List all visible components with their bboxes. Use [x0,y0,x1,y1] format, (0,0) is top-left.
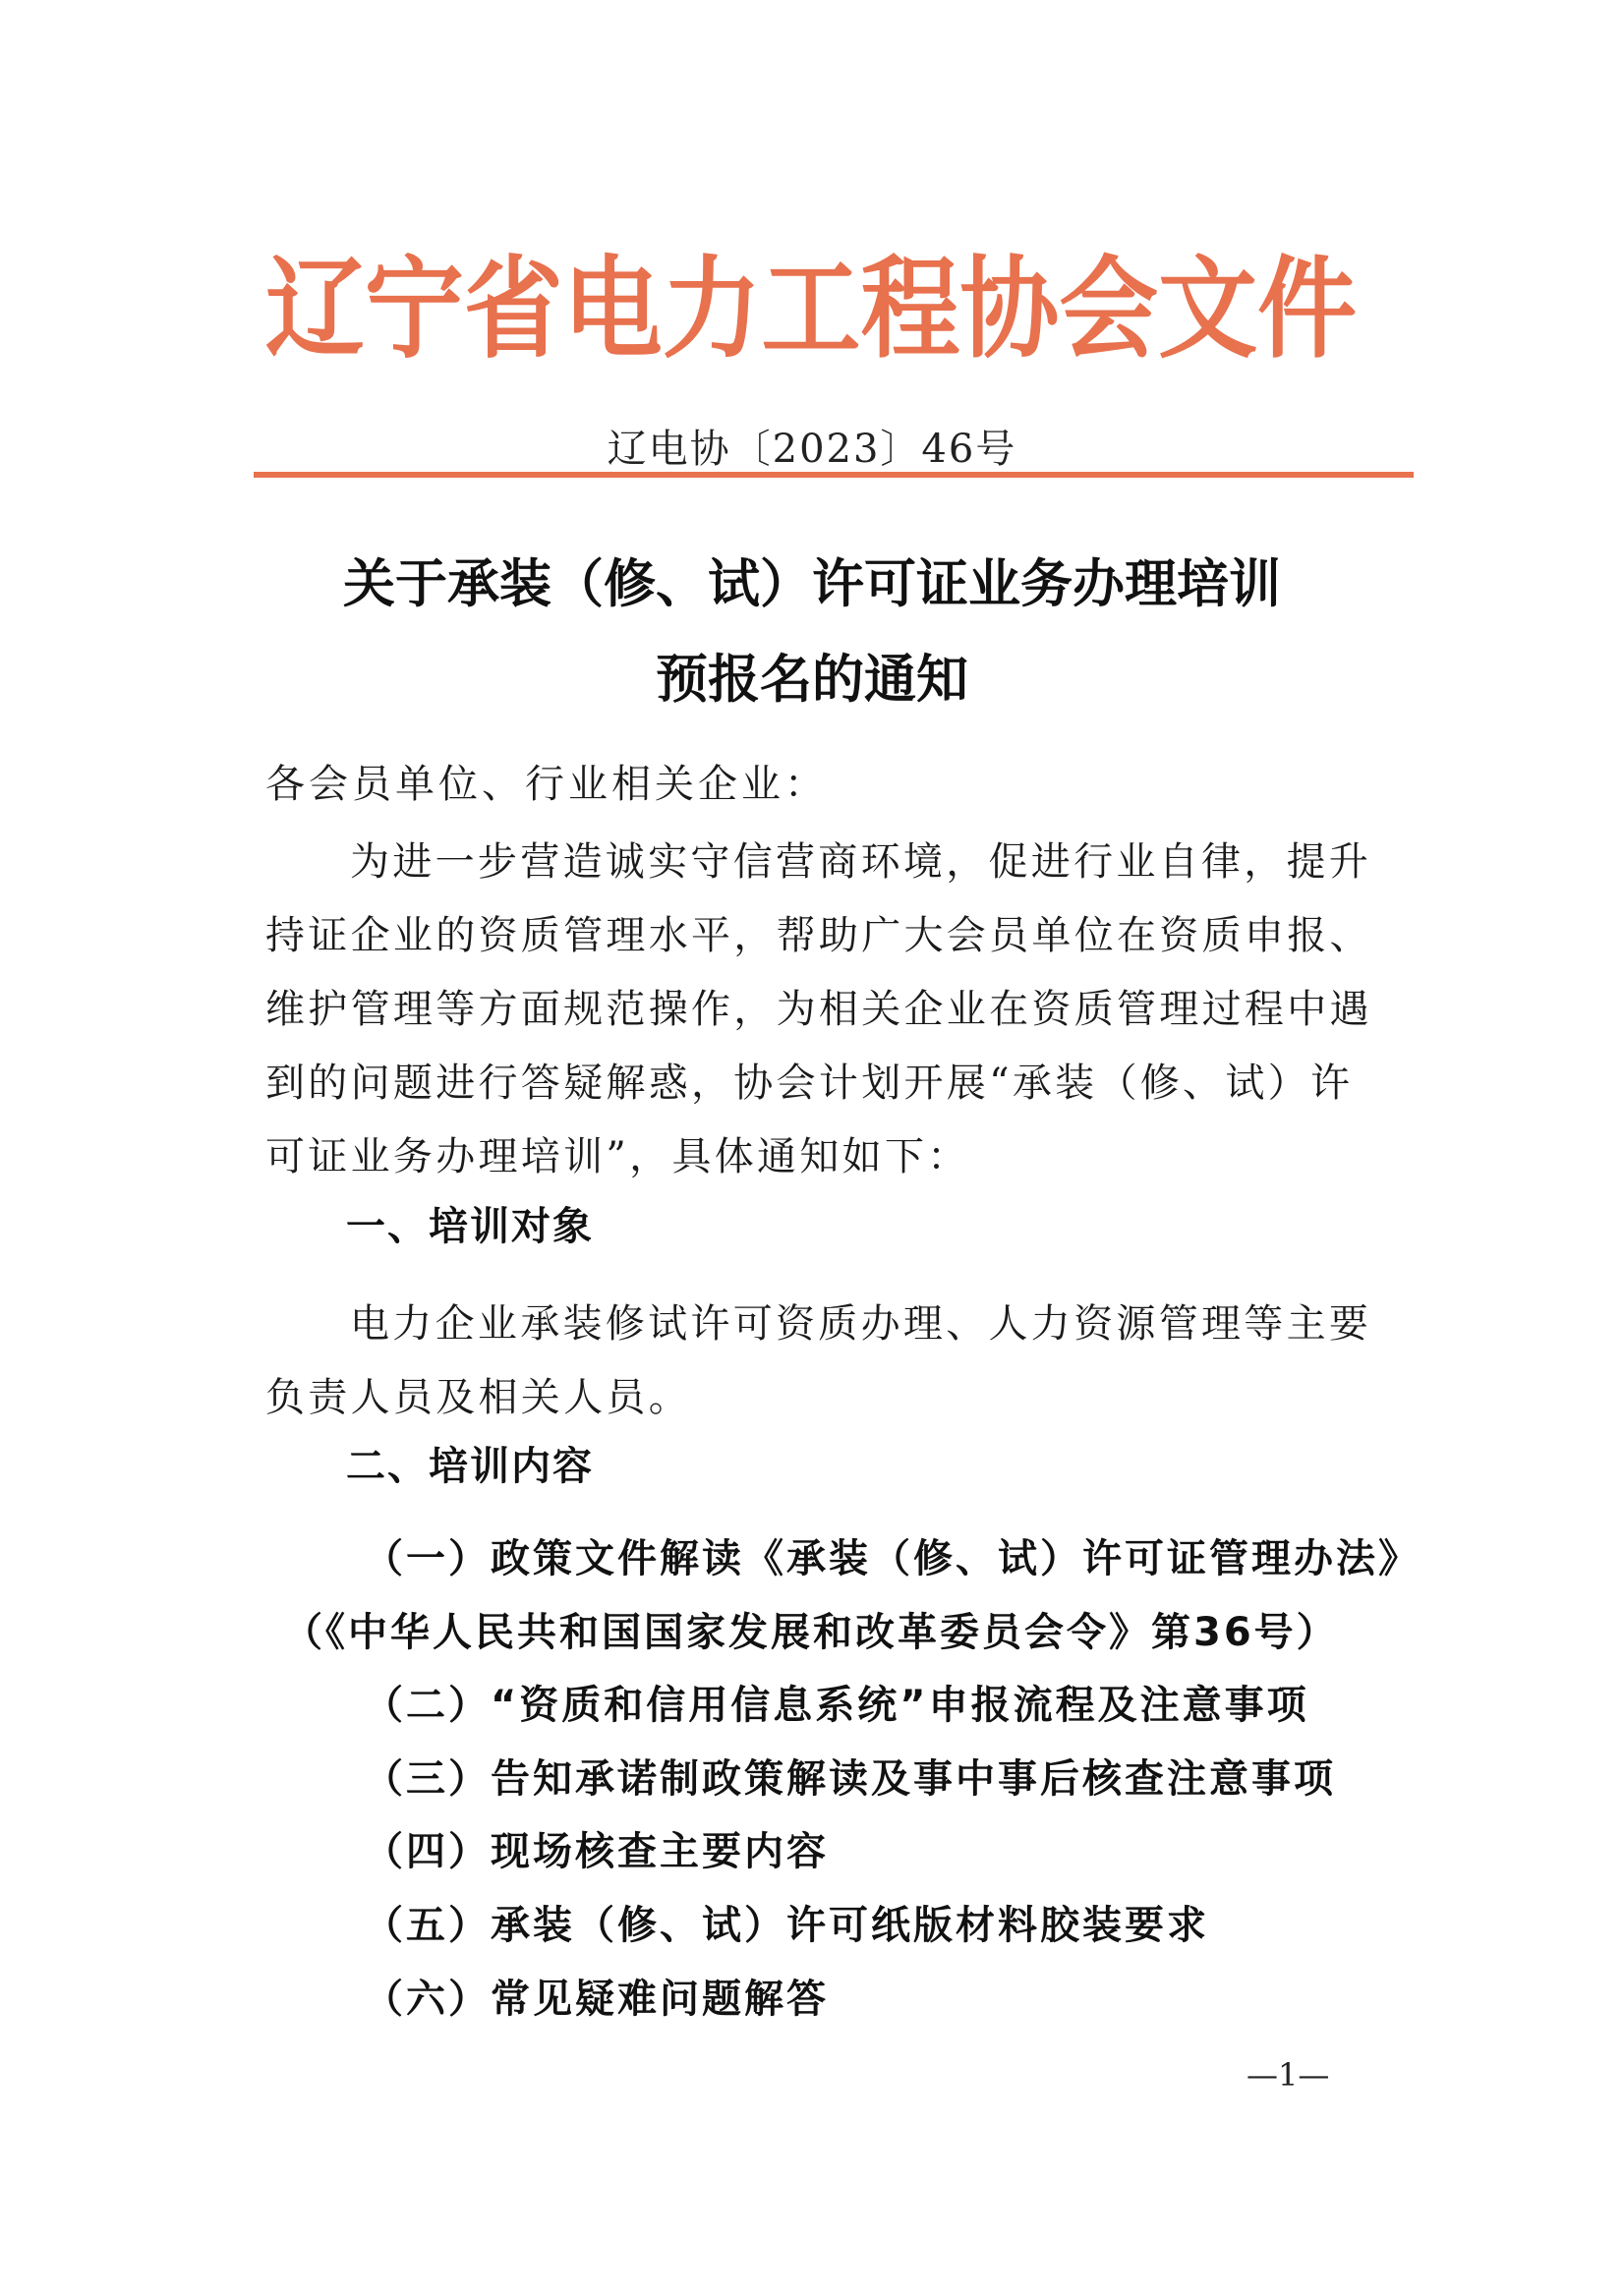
intro-line: 持证企业的资质管理水平，帮助广大会员单位在资质申报、 [265,913,1372,958]
list-item: （五）承装（修、试）许可纸版材料胶装要求 [364,1903,1209,1948]
target-line: 负责人员及相关人员。 [265,1375,691,1420]
list-item: （三）告知承诺制政策解读及事中事后核查注意事项 [364,1756,1336,1802]
intro-line: 可证业务办理培训”，具体通知如下： [265,1134,970,1179]
list-item: （一）政策文件解读《承装（修、试）许可证管理办法》 [364,1536,1421,1581]
org-header-title [265,241,1357,369]
intro-line: 维护管理等方面规范操作，为相关企业在资质管理过程中遇 [265,987,1372,1032]
training-target-paragraph [265,1288,1372,1435]
header-divider-rule [254,472,1414,478]
org-header-text: 辽宁省电力工程协会文件 [265,246,1357,369]
salutation: 各会员单位、行业相关企业： [265,762,828,807]
list-item: （《中华人民共和国国家发展和改革委员会令》第36号） [283,1610,1339,1655]
page-number: —1— [1247,2056,1330,2094]
list-item: （四）现场核查主要内容 [364,1829,829,1874]
section-heading-training-target: 一、培训对象 [346,1204,594,1249]
list-item: （六）常见疑难问题解答 [364,1977,829,2022]
intro-line: 为进一步营造诚实守信营商环境，促进行业自律，提升 [350,839,1372,885]
list-item: （二）“资质和信用信息系统”申报流程及注意事项 [364,1683,1309,1728]
target-line: 电力企业承装修试许可资质办理、人力资源管理等主要 [350,1301,1372,1347]
document-number: 辽电协〔2023〕46号 [607,427,1017,472]
section-heading-training-content: 二、培训内容 [346,1444,594,1489]
notice-title-line-1: 关于承装（修、试）许可证业务办理培训 [343,554,1281,614]
notice-title-line-2: 预报名的通知 [656,650,968,710]
intro-line: 到的问题进行答疑解惑，协会计划开展“承装（修、试）许 [265,1061,1354,1106]
intro-paragraph [265,826,1372,1194]
